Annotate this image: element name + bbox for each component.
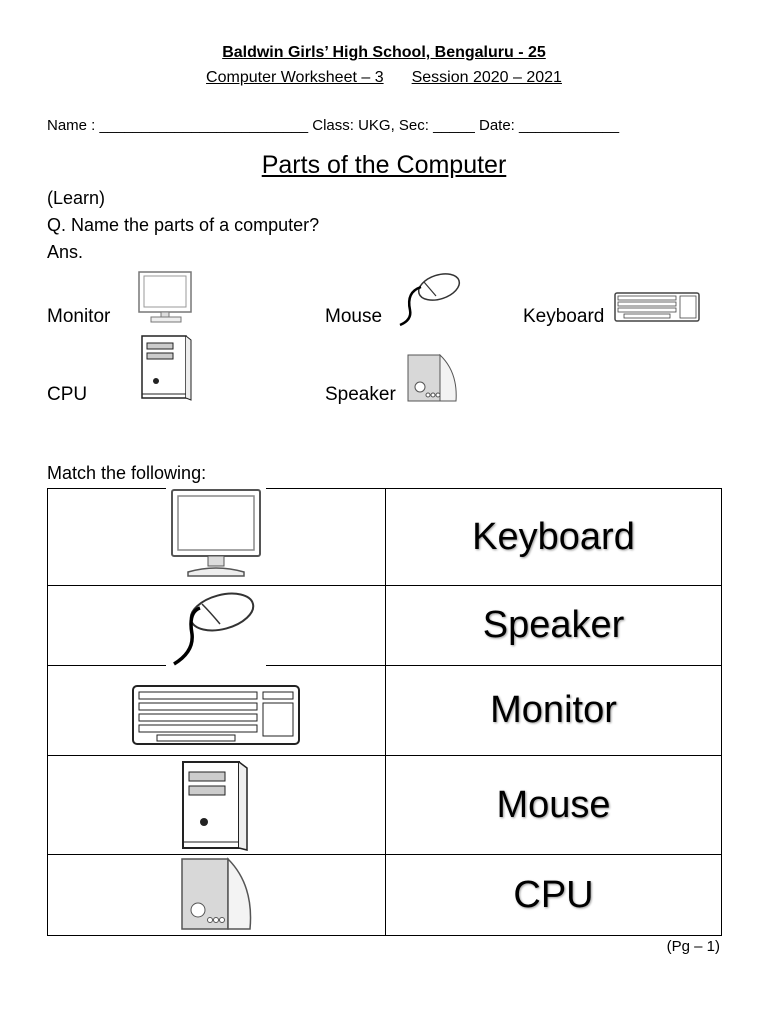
speaker-icon <box>178 855 258 933</box>
session: Session 2020 – 2021 <box>411 69 562 86</box>
table-row <box>48 756 722 855</box>
table-row <box>48 855 722 936</box>
match-word-cell[interactable]: CPU <box>386 855 722 936</box>
cpu-icon <box>175 758 257 852</box>
match-picture-cell[interactable] <box>48 666 386 756</box>
school-name: Baldwin Girls’ High School, Bengaluru - 25 <box>222 44 546 61</box>
table-row <box>48 489 722 586</box>
page-title: Parts of the Computer <box>261 151 507 179</box>
match-word-cell[interactable]: Speaker <box>386 586 722 666</box>
worksheet-line <box>0 69 768 87</box>
mouse-icon <box>166 586 266 666</box>
monitor-icon <box>137 270 195 325</box>
label-monitor: Monitor <box>47 306 111 327</box>
speaker-icon <box>406 352 460 404</box>
match-word-cell[interactable]: Mouse <box>386 756 722 855</box>
label-cpu: CPU <box>47 384 88 405</box>
page-number: (Pg – 1) <box>666 938 720 955</box>
student-info-line: Name : _________________________ Class: UKG, Sec: _____ Date: ____________ <box>47 117 620 134</box>
match-picture-cell[interactable] <box>48 756 386 855</box>
match-word-cell[interactable]: Keyboard <box>386 489 722 586</box>
label-mouse: Mouse <box>325 306 383 327</box>
table-row <box>48 666 722 756</box>
question: Q. Name the parts of a computer? <box>47 215 320 235</box>
match-table <box>47 488 722 936</box>
learn-label: (Learn) <box>47 188 106 208</box>
mouse-icon <box>396 270 462 328</box>
worksheet-number: Computer Worksheet – 3 <box>206 69 384 86</box>
table-row <box>48 586 722 666</box>
answer-label: Ans. <box>47 242 84 262</box>
keyboard-icon <box>614 292 700 322</box>
match-picture-cell[interactable] <box>48 586 386 666</box>
match-picture-cell[interactable] <box>48 855 386 936</box>
keyboard-icon <box>131 684 301 746</box>
label-speaker: Speaker <box>325 384 396 405</box>
cpu-icon <box>138 334 194 402</box>
monitor-icon <box>166 486 266 582</box>
match-word-cell[interactable]: Monitor <box>386 666 722 756</box>
match-heading: Match the following: <box>47 463 207 483</box>
match-picture-cell[interactable] <box>48 489 386 586</box>
label-keyboard: Keyboard <box>523 306 605 327</box>
